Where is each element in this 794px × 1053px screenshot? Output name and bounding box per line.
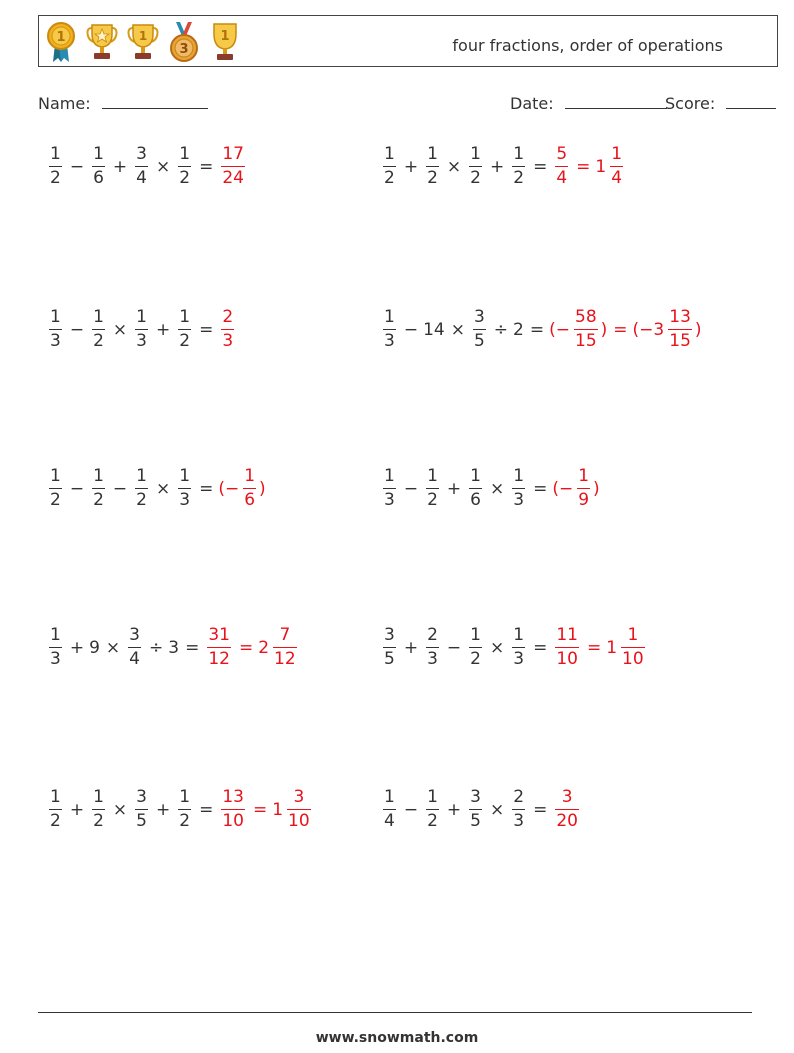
operator: +	[403, 156, 419, 177]
problem-2	[380, 146, 626, 187]
operator: ×	[450, 319, 465, 340]
number: 1	[606, 637, 618, 658]
fraction	[512, 627, 525, 668]
numerator: 3	[129, 625, 140, 645]
denominator: 3	[222, 331, 234, 351]
worksheet-title: four fractions, order of operations	[452, 36, 723, 55]
denominator: 9	[578, 490, 590, 510]
number: 3	[168, 637, 180, 658]
answer	[204, 627, 299, 668]
fraction	[178, 146, 191, 187]
numerator: 3	[561, 787, 573, 807]
operator: =	[533, 478, 548, 499]
operator: +	[69, 799, 85, 820]
denominator: 3	[513, 490, 525, 510]
operator: =	[199, 319, 214, 340]
denominator: 3	[427, 649, 438, 669]
denominator: 5	[384, 649, 395, 669]
fraction	[383, 146, 396, 187]
fraction	[512, 146, 525, 187]
denominator: 12	[208, 649, 230, 669]
footer-url[interactable]: www.snowmath.com	[315, 1030, 479, 1046]
operator: +	[155, 319, 171, 340]
numerator: 2	[513, 787, 525, 807]
trophy-1-icon	[127, 20, 159, 64]
name-field[interactable]	[38, 94, 208, 113]
operator: =	[533, 637, 548, 658]
denominator: 3	[136, 331, 147, 351]
numerator: 1	[50, 625, 61, 645]
operator: ÷	[493, 319, 509, 340]
denominator: 4	[384, 811, 395, 831]
numerator: 1	[427, 787, 438, 807]
numerator: 1	[384, 144, 395, 164]
numerator: 58	[575, 307, 597, 327]
denominator: 2	[470, 649, 481, 669]
problem-6	[380, 468, 601, 509]
operator: +	[403, 637, 419, 658]
denominator: 6	[470, 490, 481, 510]
denominator: 5	[136, 811, 147, 831]
answer	[218, 309, 237, 350]
number: )	[694, 319, 702, 340]
fraction	[92, 146, 105, 187]
score-blank[interactable]	[726, 94, 776, 109]
denominator: 12	[274, 649, 296, 669]
numerator: 3	[384, 625, 395, 645]
operator: =	[613, 319, 628, 340]
fraction	[178, 309, 191, 350]
number: 9	[89, 637, 100, 658]
problem-9	[46, 789, 314, 830]
denominator: 2	[136, 490, 147, 510]
operator: =	[529, 319, 545, 340]
fraction	[469, 627, 482, 668]
numerator: 13	[669, 307, 691, 327]
numerator: 3	[470, 787, 481, 807]
number: (−	[549, 319, 571, 340]
denominator: 2	[93, 490, 104, 510]
operator: +	[446, 478, 462, 499]
denominator: 24	[222, 168, 244, 188]
number: )	[600, 319, 608, 340]
numerator: 1	[93, 144, 104, 164]
numerator: 3	[293, 787, 305, 807]
svg-text:3: 3	[179, 42, 189, 57]
numerator: 5	[556, 144, 568, 164]
fraction	[243, 468, 256, 509]
numerator: 1	[513, 466, 525, 486]
denominator: 2	[179, 331, 191, 351]
fraction	[221, 309, 234, 350]
numerator: 1	[578, 466, 590, 486]
denominator: 2	[179, 168, 191, 188]
numerator: 1	[611, 144, 623, 164]
name-label: Name:	[38, 94, 91, 113]
fraction	[621, 627, 645, 668]
denominator: 3	[513, 649, 525, 669]
number: 1	[272, 799, 284, 820]
denominator: 6	[93, 168, 104, 188]
operator: ÷	[148, 637, 164, 658]
number: 1	[595, 156, 607, 177]
numerator: 1	[179, 307, 191, 327]
denominator: 15	[669, 331, 691, 351]
operator: −	[69, 478, 85, 499]
fraction	[555, 146, 568, 187]
fraction	[426, 627, 439, 668]
fraction	[135, 468, 148, 509]
numerator: 1	[470, 144, 481, 164]
numerator: 1	[179, 466, 191, 486]
operator: =	[238, 637, 254, 658]
date-field[interactable]	[510, 94, 667, 113]
fraction	[221, 146, 245, 187]
operator: ×	[155, 156, 171, 177]
fraction	[92, 309, 105, 350]
numerator: 1	[384, 307, 395, 327]
operator: =	[185, 637, 200, 658]
denominator: 2	[427, 168, 438, 188]
operator: =	[533, 799, 548, 820]
numerator: 1	[136, 466, 147, 486]
denominator: 2	[513, 168, 525, 188]
answer	[218, 789, 313, 830]
operator: −	[112, 478, 128, 499]
denominator: 2	[179, 811, 191, 831]
numerator: 1	[179, 144, 191, 164]
operator: ×	[155, 478, 171, 499]
trophy-star-icon	[86, 20, 118, 64]
fraction	[135, 146, 148, 187]
numerator: 1	[427, 144, 438, 164]
award-icons	[45, 20, 241, 64]
fraction	[383, 468, 396, 509]
operator: =	[586, 637, 602, 658]
problem-10	[380, 789, 582, 830]
operator: ×	[105, 637, 121, 658]
fraction	[577, 468, 590, 509]
fraction	[473, 309, 486, 350]
fraction	[555, 789, 579, 830]
denominator: 2	[470, 168, 481, 188]
operator: +	[489, 156, 505, 177]
numerator: 17	[222, 144, 244, 164]
denominator: 3	[179, 490, 191, 510]
operator: ×	[112, 799, 128, 820]
denominator: 2	[384, 168, 395, 188]
denominator: 3	[50, 331, 61, 351]
numerator: 1	[470, 625, 481, 645]
footer-divider	[38, 1012, 752, 1013]
denominator: 20	[556, 811, 578, 831]
numerator: 2	[222, 307, 234, 327]
name-blank[interactable]	[102, 94, 208, 109]
numerator: 11	[556, 625, 578, 645]
score-label: Score:	[665, 94, 716, 113]
number: 14	[423, 319, 445, 340]
fraction	[610, 146, 623, 187]
fraction	[49, 468, 62, 509]
score-field[interactable]	[665, 94, 776, 113]
medal-1-icon	[45, 20, 77, 64]
operator: ×	[112, 319, 128, 340]
fraction	[426, 789, 439, 830]
fraction	[49, 789, 62, 830]
problem-4	[380, 309, 703, 350]
fraction	[469, 789, 482, 830]
numerator: 1	[136, 307, 147, 327]
fraction	[221, 789, 245, 830]
numerator: 1	[384, 466, 395, 486]
numerator: 13	[222, 787, 244, 807]
number: )	[259, 478, 266, 499]
denominator: 4	[136, 168, 147, 188]
answer	[552, 146, 626, 187]
operator: =	[252, 799, 268, 820]
fraction	[49, 309, 62, 350]
fraction	[426, 468, 439, 509]
fraction	[273, 627, 297, 668]
numerator: 1	[93, 307, 104, 327]
svg-text:1: 1	[56, 30, 66, 45]
numerator: 1	[627, 625, 639, 645]
denominator: 10	[556, 649, 578, 669]
operator: +	[112, 156, 128, 177]
numerator: 1	[93, 787, 104, 807]
operator: +	[446, 799, 462, 820]
worksheet-header	[38, 15, 778, 67]
operator: −	[403, 799, 419, 820]
denominator: 4	[556, 168, 568, 188]
numerator: 1	[513, 144, 525, 164]
numerator: 2	[427, 625, 438, 645]
operator: =	[533, 156, 548, 177]
svg-text:1: 1	[220, 29, 230, 44]
answer	[552, 468, 600, 509]
numerator: 1	[50, 466, 61, 486]
fraction	[128, 627, 141, 668]
numerator: 1	[93, 466, 104, 486]
fraction	[92, 468, 105, 509]
fraction	[512, 468, 525, 509]
denominator: 4	[611, 168, 623, 188]
denominator: 2	[50, 168, 61, 188]
denominator: 2	[93, 811, 104, 831]
operator: =	[576, 156, 591, 177]
denominator: 2	[50, 490, 61, 510]
answer	[552, 789, 582, 830]
operator: −	[403, 478, 419, 499]
fraction	[383, 627, 396, 668]
numerator: 1	[244, 466, 256, 486]
answer	[549, 309, 702, 350]
problem-7	[46, 627, 300, 668]
numerator: 3	[473, 307, 485, 327]
medal-3-icon	[168, 20, 200, 64]
fraction	[383, 309, 396, 350]
operator: ×	[489, 637, 505, 658]
number: 2	[513, 319, 524, 340]
denominator: 6	[244, 490, 256, 510]
answer	[218, 468, 266, 509]
denominator: 3	[50, 649, 61, 669]
fraction	[135, 789, 148, 830]
fraction	[92, 789, 105, 830]
denominator: 10	[622, 649, 644, 669]
fraction	[287, 789, 311, 830]
fraction	[135, 309, 148, 350]
number: )	[593, 478, 600, 499]
operator: =	[199, 156, 214, 177]
fraction	[207, 627, 231, 668]
answer	[218, 146, 248, 187]
fraction	[574, 309, 598, 350]
problem-8	[380, 627, 648, 668]
operator: ×	[446, 156, 462, 177]
trophy-1-cup-icon	[209, 20, 241, 64]
answer	[552, 627, 647, 668]
svg-text:1: 1	[138, 29, 148, 43]
fraction	[383, 789, 396, 830]
numerator: 3	[136, 144, 147, 164]
fraction	[469, 146, 482, 187]
fraction	[49, 627, 62, 668]
denominator: 2	[427, 811, 438, 831]
operator: ×	[489, 799, 505, 820]
denominator: 3	[384, 331, 395, 351]
operator: +	[69, 637, 85, 658]
numerator: 1	[513, 625, 525, 645]
fraction	[178, 789, 191, 830]
fraction	[512, 789, 525, 830]
operator: −	[446, 637, 462, 658]
fraction	[178, 468, 191, 509]
denominator: 4	[129, 649, 140, 669]
numerator: 7	[279, 625, 291, 645]
number: 2	[258, 637, 270, 658]
numerator: 1	[50, 307, 61, 327]
number: (−	[552, 478, 574, 499]
denominator: 15	[575, 331, 597, 351]
problem-5	[46, 468, 267, 509]
denominator: 2	[50, 811, 61, 831]
denominator: 10	[222, 811, 244, 831]
denominator: 2	[93, 331, 104, 351]
denominator: 3	[513, 811, 525, 831]
numerator: 3	[136, 787, 147, 807]
fraction	[49, 146, 62, 187]
fraction	[469, 468, 482, 509]
denominator: 5	[470, 811, 481, 831]
operator: ×	[489, 478, 505, 499]
operator: −	[69, 156, 85, 177]
date-blank[interactable]	[565, 94, 667, 109]
numerator: 1	[384, 787, 395, 807]
numerator: 31	[208, 625, 230, 645]
denominator: 2	[427, 490, 438, 510]
fraction	[555, 627, 579, 668]
numerator: 1	[50, 144, 61, 164]
number: (−3	[632, 319, 665, 340]
operator: =	[199, 478, 214, 499]
numerator: 1	[470, 466, 481, 486]
numerator: 1	[50, 787, 61, 807]
numerator: 1	[179, 787, 191, 807]
fraction	[668, 309, 692, 350]
denominator: 5	[473, 331, 485, 351]
operator: =	[199, 799, 214, 820]
number: (−	[218, 478, 240, 499]
denominator: 3	[384, 490, 395, 510]
operator: −	[69, 319, 85, 340]
fraction	[426, 146, 439, 187]
date-label: Date:	[510, 94, 554, 113]
operator: +	[155, 799, 171, 820]
denominator: 10	[288, 811, 310, 831]
operator: −	[403, 319, 419, 340]
problem-3	[46, 309, 237, 350]
numerator: 1	[427, 466, 438, 486]
problem-1	[46, 146, 248, 187]
